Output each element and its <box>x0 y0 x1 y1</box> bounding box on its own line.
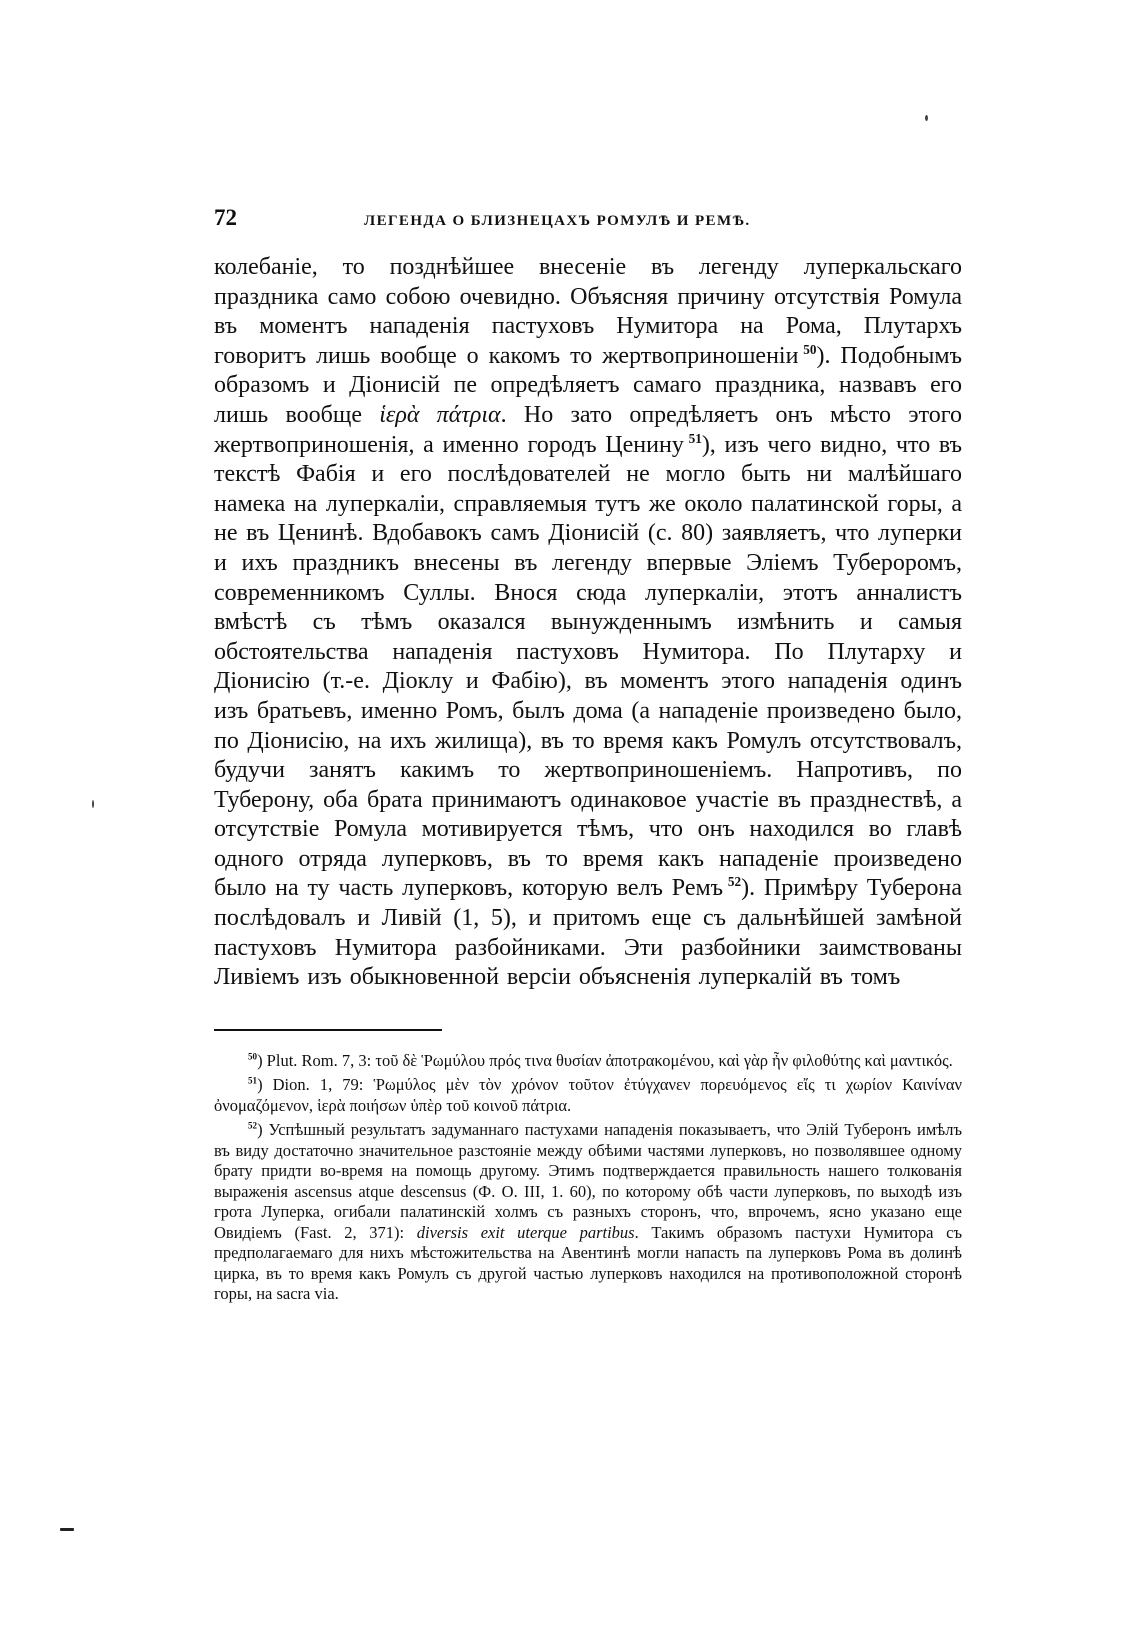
scan-speck <box>92 800 94 808</box>
footnote-mark: 51 <box>248 1075 258 1086</box>
body-text-part-2: ). Подобнымъ образомъ и Діонисій пе опредѣляетъ самаго праздника, назвавъ его лишь вообще <box>214 342 962 428</box>
footnote-50 <box>214 1051 962 1072</box>
footnote-text: ) Успѣшный результатъ задуманнаго пастухами нападенія показываетъ, что Элій Туберонъ имѣлъ въ виду достаточно значительное разстояніе между обѣими частями луперковъ, но позволявшее одному брату придти во-время на помощь другому. Этимъ подтверждается правильность нашего толкованія выраженія ascensus atque descensus (Ф. О. III, 1. 60), по которому обѣ части луперковъ, по выходѣ изъ грота Луперка, огибали палатинскій холмъ съ разныхъ сторонъ, что, впрочемъ, ясно указано еще Овидіемъ (Fast. 2, 371): <box>214 1120 962 1242</box>
body-paragraph <box>214 253 962 993</box>
footnote-ref-51[interactable]: 51 <box>688 430 702 446</box>
body-text-part-4: ), изъ чего видно, что въ текстѣ Фабія и его послѣдователей не могло быть ни малѣйшаго намека на луперкаліи, справляемыя тутъ же около палатинской горы, а не въ Ценинѣ. Вдобавокъ самъ Діонисій (с. 80) заявляетъ, что луперки и ихъ праздникъ внесены въ легенду впервые Эліемъ Тубероромъ, современникомъ Суллы. Внося сюда луперкаліи, этотъ анналистъ вмѣстѣ съ тѣмъ оказался вынужденнымъ измѣнить и самыя обстоятельства нападенія пастуховъ Нумитора. По Плутарху и Діонисію (т.-е. Діоклу и Фабію), въ моментъ этого нападенія одинъ изъ братьевъ, именно Ромъ, былъ дома (а нападеніе произведено было, по Діонисію, на ихъ жилища), въ то время какъ Ромулъ отсутствовалъ, будучи занятъ какимъ то жертвоприношеніемъ. Напротивъ, по Туберону, оба брата принимаютъ одинаковое участіе въ празднествѣ, а отсутствіе Ромула мотивируется тѣмъ, что онъ находился во главѣ одного отряда луперковъ, въ то время какъ нападеніе произведено было на ту часть луперковъ, которую велъ Ремъ <box>214 431 962 902</box>
footnote-text-continued: . Такимъ образомъ пастухи Нумитора съ предполагаемаго для нихъ мѣстожительства на Авентинѣ могли напасть па луперковъ Рома въ долинѣ цирка, въ то время какъ Ромулъ съ другой частью луперковъ находился на противоположной сторонѣ горы, на sacra via. <box>214 1222 962 1304</box>
book-page <box>214 205 962 1309</box>
footnote-ref-50[interactable]: 50 <box>803 341 817 357</box>
scan-speck <box>925 115 928 121</box>
footnote-ref-52[interactable]: 52 <box>727 874 742 890</box>
body-text-part-1: колебаніе, то позднѣйшее внесеніе въ легенду луперкальскаго праздника само собою очевидно. Объясняя причину отсутствія Ромула въ моментъ нападенія пастуховъ Нумитора на Рома, Плутархъ говоритъ лишь вообще о какомъ то жертвоприношеніи <box>214 254 962 369</box>
footnote-51 <box>214 1075 962 1116</box>
greek-phrase: ἱερὰ πάτρια <box>379 401 501 428</box>
scan-speck <box>60 1528 74 1531</box>
footnote-mark: 50 <box>248 1051 258 1062</box>
running-head <box>214 205 962 245</box>
running-title: ЛЕГЕНДА О БЛИЗНЕЦАХЪ РОМУЛѢ И РЕМѢ. <box>364 213 751 229</box>
footnote-latin-quote: diversis exit uterque partibus <box>416 1222 635 1242</box>
page-number: 72 <box>214 205 237 230</box>
footnote-text: ) Plut. Rom. 7, 3: τοῦ δὲ Ῥωμύλου πρός τινα θυσίαν ἀποτρακομένου, καὶ γὰρ ἦν φιλοθύτης καὶ μαντικός. <box>257 1050 953 1070</box>
body-text-part-3: . Но зато опредѣляетъ онъ мѣсто этого жертвоприношенія, а именно городъ Ценину <box>214 401 962 458</box>
footnote-52 <box>214 1120 962 1305</box>
footnote-rule <box>214 1029 442 1031</box>
footnote-mark: 52 <box>248 1120 258 1131</box>
body-text-part-5: ). Примѣру Туберона послѣдовалъ и Ливій (1, 5), и притомъ еще съ дальнѣйшей замѣной пастуховъ Нумитора разбойниками. Эти разбойники заимствованы Ливіемъ изъ обыкновенной версіи объясненія луперкалій въ томъ <box>214 875 962 991</box>
footnote-text: ) Dion. 1, 79: Ῥωμύλος μὲν τὸν χρόνον τοῦτον ἐτύγχανεν πορευόμενος εἴς τι χωρίον Καινίναν ὀνομαζόμενον, ἱερὰ ποιήσων ὑπὲρ τοῦ κοινοῦ πάτρια. <box>214 1075 962 1115</box>
footnotes <box>214 1051 962 1305</box>
